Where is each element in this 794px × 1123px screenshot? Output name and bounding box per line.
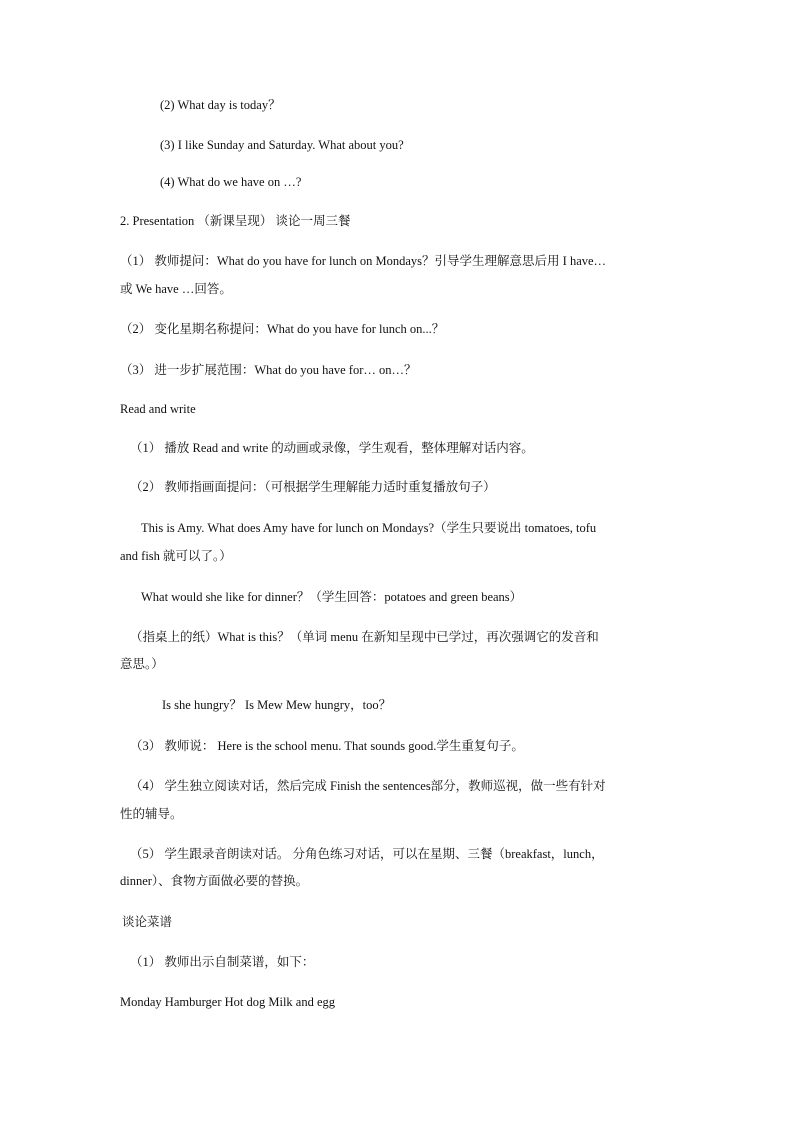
text-line-23: 谈论菜谱 <box>122 915 173 929</box>
text-line-12: This is Amy. What does Amy have for lunch on Mondays?（学生只要说出 tomatoes, tofu <box>141 521 597 535</box>
text-line-18: （3） 教师说： Here is the school menu. That sounds good.学生重复句子。 <box>130 739 524 753</box>
text-line-15: （指桌上的纸）What is this？（单词 menu 在新知呈现中已学过，再次强调它的发音和 <box>130 630 599 644</box>
text-line-9: Read and write <box>120 402 196 416</box>
text-line-25: Monday Hamburger Hot dog Milk and egg <box>120 995 336 1009</box>
text-line-14: What would she like for dinner？（学生回答：potatoes and green beans） <box>141 590 523 604</box>
text-line-8: （3） 进一步扩展范围：What do you have for… on…？ <box>120 363 417 377</box>
text-line-20: 性的辅导。 <box>120 807 183 821</box>
text-line-16: 意思。） <box>120 657 164 671</box>
text-line-7: （2） 变化星期名称提问：What do you have for lunch on...？ <box>120 322 445 336</box>
text-line-17: Is she hungry？ Is Mew Mew hungry，too？ <box>162 698 392 712</box>
text-line-2: (3) I like Sunday and Saturday. What about you? <box>160 138 404 152</box>
text-line-24: （1） 教师出示自制菜谱，如下： <box>130 955 315 969</box>
text-line-1: (2) What day is today？ <box>160 98 281 112</box>
text-line-13: and fish 就可以了。） <box>120 549 232 563</box>
text-line-22: dinner）、食物方面做必要的替换。 <box>120 874 309 888</box>
text-line-10: （1） 播放 Read and write 的动画或录像，学生观看，整体理解对话内容。 <box>130 441 534 455</box>
text-line-6: 或 We have …回答。 <box>120 282 232 296</box>
text-line-19: （4） 学生独立阅读对话，然后完成 Finish the sentences部分，教师巡视，做一些有针对 <box>130 779 606 793</box>
text-line-3: (4) What do we have on …? <box>160 175 302 189</box>
text-line-11: （2） 教师指画面提问：（可根据学生理解能力适时重复播放句子） <box>130 480 496 494</box>
text-line-4: 2. Presentation （新课呈现） 谈论一周三餐 <box>120 214 351 228</box>
text-line-21: （5） 学生跟录音朗读对话。 分角色练习对话，可以在星期、三餐（breakfast，lunch， <box>130 847 604 861</box>
text-line-5: （1） 教师提问：What do you have for lunch on Mondays？引导学生理解意思后用 I have… <box>120 254 607 268</box>
